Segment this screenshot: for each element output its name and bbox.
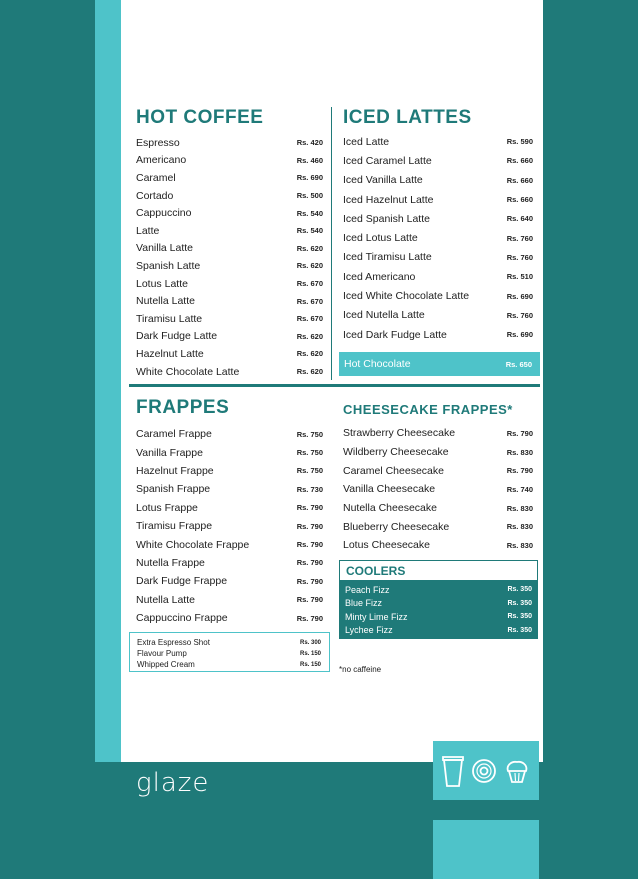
menu-item-row [343, 267, 533, 286]
item-price: Rs. 690 [506, 291, 533, 301]
item-name: Americano [136, 154, 187, 167]
iced-lattes-list [343, 132, 533, 344]
item-price: Rs. 830 [506, 503, 533, 513]
muffin-icon [503, 757, 531, 785]
item-price: Rs. 790 [296, 503, 323, 513]
item-name: Lotus Latte [136, 277, 188, 290]
item-name: Wildberry Cheesecake [343, 446, 449, 459]
menu-item-row [343, 306, 533, 325]
item-price: Rs. 350 [507, 586, 532, 594]
item-name: Vanilla Frappe [136, 446, 203, 459]
menu-item-row [343, 132, 533, 151]
hot-chocolate-name: Hot Chocolate [344, 358, 411, 370]
menu-item-row [343, 424, 533, 443]
item-price: Rs. 830 [506, 447, 533, 457]
item-price: Rs. 790 [506, 428, 533, 438]
item-price: Rs. 420 [296, 138, 323, 148]
item-price: Rs. 790 [296, 521, 323, 531]
item-price: Rs. 540 [296, 208, 323, 218]
item-name: Iced Hazelnut Latte [343, 193, 434, 206]
item-price: Rs. 740 [506, 484, 533, 494]
item-name: Spanish Frappe [136, 483, 211, 496]
icon-tray [433, 820, 539, 879]
item-price: Rs. 790 [296, 558, 323, 568]
item-name: Iced Vanilla Latte [343, 174, 423, 187]
menu-item-row [343, 499, 533, 518]
item-price: Rs. 730 [296, 484, 323, 494]
menu-item-row [136, 310, 323, 328]
hot-chocolate-highlight [339, 352, 540, 376]
item-name: Iced Nutella Latte [343, 309, 425, 322]
item-name: Nutella Latte [136, 593, 195, 606]
cooler-item-row [345, 597, 532, 611]
menu-item-row [343, 461, 533, 480]
item-price: Rs. 510 [506, 272, 533, 282]
menu-item-row [136, 328, 323, 346]
item-price: Rs. 830 [506, 540, 533, 550]
section-title-frappes: FRAPPES [136, 397, 230, 418]
item-name: Iced White Chocolate Latte [343, 290, 470, 303]
section-title-iced-lattes: ICED LATTES [343, 107, 472, 128]
cooler-item-row [345, 610, 532, 624]
item-name: Tiramisu Frappe [136, 520, 213, 533]
item-name: Vanilla Cheesecake [343, 483, 436, 496]
coolers-title: COOLERS [339, 560, 538, 580]
item-price: Rs. 750 [296, 429, 323, 439]
item-name: Flavour Pump [137, 649, 187, 658]
menu-item-row [136, 204, 323, 222]
item-name: Iced Spanish Latte [343, 212, 430, 225]
item-name: Vanilla Latte [136, 242, 194, 255]
item-name: Iced Tiramisu Latte [343, 251, 432, 264]
item-price: Rs. 300 [299, 639, 321, 646]
item-name: Cappuccino Frappe [136, 612, 228, 625]
extra-item-row [137, 637, 321, 648]
item-price: Rs. 750 [296, 466, 323, 476]
item-name: Hazelnut Latte [136, 347, 204, 360]
menu-item-row [343, 190, 533, 209]
donut-icon [470, 757, 498, 785]
item-price: Rs. 620 [296, 261, 323, 271]
menu-item-row [136, 187, 323, 205]
coolers-box [339, 560, 538, 639]
item-price: Rs. 760 [506, 252, 533, 262]
item-name: Cortado [136, 189, 174, 202]
menu-item-row [136, 591, 323, 609]
item-name: Dark Fudge Frappe [136, 575, 228, 588]
item-price: Rs. 670 [296, 279, 323, 289]
menu-item-row [136, 240, 323, 258]
item-price: Rs. 640 [506, 214, 533, 224]
accent-stripe [95, 0, 121, 762]
item-name: Iced Dark Fudge Latte [343, 328, 447, 341]
item-price: Rs. 670 [296, 296, 323, 306]
coolers-list [339, 580, 538, 639]
item-name: Latte [136, 224, 160, 237]
item-price: Rs. 760 [506, 310, 533, 320]
menu-item-row [136, 345, 323, 363]
item-price: Rs. 790 [296, 540, 323, 550]
item-price: Rs. 660 [506, 156, 533, 166]
item-name: Caramel [136, 171, 176, 184]
item-price: Rs. 540 [296, 226, 323, 236]
item-name: Caramel Frappe [136, 428, 212, 441]
column-divider [331, 107, 332, 380]
menu-item-row [343, 228, 533, 247]
caffeine-note: *no caffeine [339, 665, 382, 674]
item-name: Dark Fudge Latte [136, 330, 218, 343]
menu-item-row [136, 425, 323, 443]
item-price: Rs. 690 [506, 330, 533, 340]
item-price: Rs. 670 [296, 314, 323, 324]
menu-item-row [136, 462, 323, 480]
menu-item-row [136, 554, 323, 572]
item-price: Rs. 790 [296, 613, 323, 623]
section-title-hot-coffee: HOT COFFEE [136, 107, 264, 128]
item-name: Whipped Cream [137, 660, 195, 669]
menu-item-row [343, 325, 533, 344]
item-name: Caramel Cheesecake [343, 464, 444, 477]
frappes-list [136, 425, 323, 627]
item-name: Tiramisu Latte [136, 312, 203, 325]
item-price: Rs. 620 [296, 367, 323, 377]
menu-item-row [136, 443, 323, 461]
item-name: Cappuccino [136, 207, 192, 220]
menu-item-row [136, 480, 323, 498]
item-name: Lotus Frappe [136, 501, 198, 514]
item-name: Iced Latte [343, 135, 390, 148]
item-name: Extra Espresso Shot [137, 638, 210, 647]
item-price: Rs. 150 [299, 650, 321, 657]
menu-item-row [343, 171, 533, 190]
item-name: Minty Lime Fizz [345, 611, 408, 622]
item-name: Nutella Frappe [136, 556, 205, 569]
hot-chocolate-price: Rs. 650 [505, 359, 532, 369]
menu-item-row [343, 536, 533, 555]
item-price: Rs. 620 [296, 243, 323, 253]
cooler-item-row [345, 583, 532, 597]
item-price: Rs. 620 [296, 331, 323, 341]
extras-box [129, 632, 330, 672]
item-name: Strawberry Cheesecake [343, 427, 456, 440]
item-price: Rs. 620 [296, 349, 323, 359]
cup-icon [441, 754, 465, 788]
item-name: Nutella Cheesecake [343, 502, 437, 515]
menu-item-row [343, 443, 533, 462]
item-price: Rs. 350 [507, 599, 532, 607]
item-name: White Chocolate Latte [136, 365, 240, 378]
item-name: Blue Fizz [345, 598, 383, 609]
menu-item-row [136, 169, 323, 187]
item-price: Rs. 150 [299, 661, 321, 668]
item-price: Rs. 690 [296, 173, 323, 183]
menu-item-row [136, 363, 323, 381]
item-price: Rs. 790 [296, 576, 323, 586]
item-price: Rs. 350 [507, 626, 532, 634]
item-name: Nutella Latte [136, 295, 195, 308]
item-price: Rs. 350 [507, 613, 532, 621]
item-price: Rs. 500 [296, 191, 323, 201]
item-name: Hazelnut Frappe [136, 464, 214, 477]
menu-item-row [136, 517, 323, 535]
extra-item-row [137, 659, 321, 670]
item-price: Rs. 830 [506, 522, 533, 532]
item-price: Rs. 660 [506, 195, 533, 205]
extra-item-row [137, 648, 321, 659]
menu-item-row [136, 535, 323, 553]
cheesecake-frappes-list [343, 424, 533, 555]
menu-item-row [136, 257, 323, 275]
item-name: Iced Caramel Latte [343, 154, 432, 167]
menu-item-row [136, 292, 323, 310]
brand-logo: glaze [136, 768, 210, 798]
menu-item-row [343, 209, 533, 228]
menu-item-row [136, 222, 323, 240]
icon-container [433, 741, 539, 800]
item-price: Rs. 460 [296, 155, 323, 165]
menu-item-row [136, 134, 323, 152]
menu-item-row [136, 572, 323, 590]
menu-item-row [136, 152, 323, 170]
menu-item-row [136, 275, 323, 293]
menu-item-row [343, 517, 533, 536]
cooler-item-row [345, 624, 532, 638]
menu-item-row [343, 151, 533, 170]
section-title-cheesecake-frappes: CHEESECAKE FRAPPES* [343, 402, 513, 417]
item-name: White Chocolate Frappe [136, 538, 250, 551]
menu-item-row [343, 248, 533, 267]
item-price: Rs. 750 [296, 448, 323, 458]
section-divider [129, 384, 540, 387]
item-name: Espresso [136, 136, 180, 149]
item-price: Rs. 590 [506, 137, 533, 147]
item-name: Lychee Fizz [345, 625, 393, 636]
item-price: Rs. 790 [506, 466, 533, 476]
menu-item-row [343, 480, 533, 499]
menu-item-row [136, 499, 323, 517]
item-price: Rs. 660 [506, 175, 533, 185]
item-name: Lotus Cheesecake [343, 539, 430, 552]
item-name: Iced Lotus Latte [343, 232, 418, 245]
item-price: Rs. 760 [506, 233, 533, 243]
item-name: Blueberry Cheesecake [343, 520, 450, 533]
hot-coffee-list [136, 134, 323, 380]
item-name: Iced Americano [343, 270, 416, 283]
menu-item-row [343, 286, 533, 305]
item-price: Rs. 790 [296, 595, 323, 605]
menu-item-row [136, 609, 323, 627]
item-name: Spanish Latte [136, 259, 201, 272]
item-name: Peach Fizz [345, 584, 390, 595]
